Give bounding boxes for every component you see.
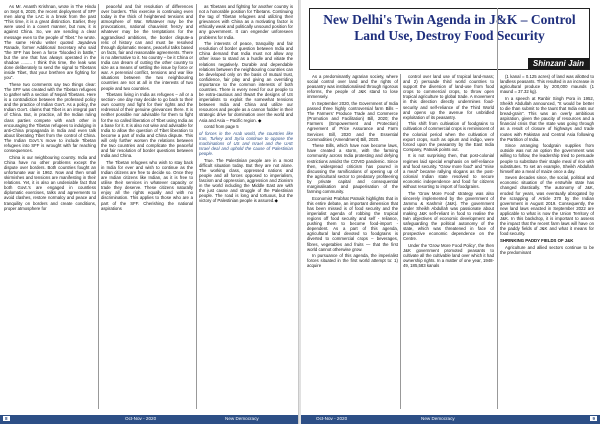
paragraph: Under the 'Grow More Food Policy', the then J&K government promoted peasants to cultivate all the cultivable land over which it had ownership rights. In a matter of one year, 1948-49, 185,583 kanals [403, 243, 494, 269]
paragraph: Tibetans living in India as refugees – all or a section- one day may decide to go back to their own country and fight for their rights and the redressal of their genuine grievances there. It is neither possible nor advisable for them to fight for the so called liberation of Tibet using India as a base for it. It is also not wise and advisable for India to allow the question of Tibet liberation to become a part of India and China dispute. This will only further worsen the relations between the two countries and complicate the peaceful and fair resolution of border questions between India and China. [101, 92, 193, 159]
left-column-3 [199, 4, 293, 409]
paragraph: The interests of peace, tranquility and fair resolution of border question between India and China demand that India must not allow any other issue to stand as a hurdle and vitiate the relations negatively. Durable and dependable relations between the neighbouring countries can be developed only on the basis of mutual trust, confidence, fair play and giving an overriding importance to the common interests of both countries. There is every need for our people to be extra-cautious and thwart the designs of US imperialists to exploit the somewhat tensions between India and China and utilize our resources and people as a cannon fodder in their strategic drive for domination over the world and Asia and Asia – Pacific region. ◆ [199, 41, 293, 123]
left-footer-bar [0, 415, 299, 424]
paragraph: peaceful and fair resolution of differences over borders. This exercise is continuing even today in the thick of heightened tensions and atmosphere of War. Whatever may be the provocations, national chauvinist frenzy and whatever may be the temptations for the aggrandised ambitions, the border dispute-a relic of history can and must be resolved through diplomatic means, peaceful talks based on facts, fair and reasonable agreements. There is no alternative to it. No country – be it China or India can dream of cutting the other country to size as a means of settling the issue by force or war. A perennial conflict, tensions and war like situations between the two neighbouring countries are not at all in the interests of two people and two countries. [101, 4, 193, 91]
paragraph: In September 2020, the Government of India passed three highly controversial farm Bills – The Farmers' Produce Trade and Commerce (Promotion and Facilitation) Bill, 2020; the Farmers (Empowerment and Protection) Agreement of Price Assurance and Farm Services Bill, 2020 and the Essential Commodities (Amendment) Bill, 2020. [307, 100, 398, 142]
column-rule [497, 8, 498, 409]
paragraph: It is not surprising then, that post-colonial regimes laid special emphasis on self-reliance and food security. "Grow more food" and "mise a meal" became rallying slogans as the post-colonial Indian state resolved to secure economic independence and food for citizens without resorting to import of foodgrains. [403, 153, 494, 189]
right-column-1 [307, 74, 398, 409]
paragraph: These two comments say two things clear: The SFF was created with the Tibetan refugees to gather with a section of Nepali Tibetans. Here is a contradiction between the professed policy and the practice of Indian Gov't. As a policy, the Indian Gov't. claims that Tibet is an integral part of China. But, in practice, all the Indian ruling class parties compete with each other in encouraging the Tibetan refugees to indulging in anti-China propaganda in India and even talk about liberating Tibet from the control of China. The Indian Gov't.'s move to include Tibetan refugees into SFF is wrought with far reaching consequences. [4, 81, 96, 154]
paragraph: as Tibetans and fighting for another country is not a honorable position for Tibetans. Continuing the tag of Tibetan refugees and utilizing their grievances with China as a motivating factor is ethically weak and politically unsound position for any government. It can engender unforeseen problems for India. [199, 4, 293, 40]
column-rule [98, 4, 99, 409]
section-heading: SHRINKING PADDY FIELDS OF J&K [500, 237, 574, 243]
paragraph: contd from page 5 [204, 124, 239, 130]
issue-date: Oct-Nov - 2020 [125, 416, 157, 421]
paragraph: Agriculture and allied sectors continue to be the predominant [500, 244, 594, 255]
column-rule [400, 74, 401, 409]
paragraph: As Mr. Ananth Krishnan, wrote in The Hindu on Sept 6, 2020, the recent deployment of SFF men along the LAC is a break from the past "This time, it is a great distinction. Earlier, they were used in a covert manner, but now, it is against China. So, we are sending a clear message even to the people of Tibet." he wrote. The same Hindu writer quoted Jayadeva Ranade, former Additional Secretary who said "the SFF has been a force "blooded in battle," but the one that has always operated in the shadow ......... I think this time, the leak was done deliberately to send the signal to Tibetans inside Tibet, that your brethren are fighting for you". [4, 4, 96, 81]
publication-name: New Democracy [225, 416, 259, 421]
left-column-2 [101, 4, 193, 409]
paragraph: China is our neighbouring country. India and China have no other problems except the dispute over borders. Both countries fought an unfortunate war in 1962. Now and then small skirmishes and tensions are manifesting in their relations. Yet, it is also an undeniable fact that both Govt.'s are engaged in countless diplomatic exercises, talks and agreements to avoid clashes, restore normalcy and peace and tranquility on borders and create conditions, proper atmosphere for [4, 154, 96, 211]
right-column-2 [403, 74, 494, 409]
paragraph: As a predominantly agrarian society, where social control over land and the rights of peasantry was institutionalised through rigorous reforms, the people of J&K stand to lose immensely. [307, 74, 398, 100]
page-number: 9 [592, 416, 595, 421]
page-number: 8 [5, 416, 8, 421]
paragraph: In pursuance of this agenda, the imperialist forces situated in the first world attempt to: 1) acquire [307, 253, 398, 269]
paragraph: True. The Palestinian people are in a most difficult situation today. But they are not alone. The working class, oppressed nations and people and all forces opposed to imperialism, fascism and oppression, aggression and Zionism in the world including the Middle East are with the just cause and struggle of the Palestinian people. The road is long and tortuous, but the victory of Palestinian people is assured.◆ [199, 157, 293, 204]
right-column-3 [500, 74, 594, 409]
paragraph: This shift from cultivation of foodgrains to cultivation of commercial crops is reminiscent of the colonial period when the cultivation of export crops, such as opium and indigo, were forced upon the peasantry by the East India Company, Patnaik points out. [403, 121, 494, 152]
article-headline: New Delhi's Twin Agenda in J&K – Control Land Use, Destroy Food Security [323, 12, 576, 43]
continued-from-label: of forces in the Arab world, the countries like Iran, Turkey and Syria continue to oppose the machinations of US and Israel and the UAE Israel deal and uphold the cause of Palestinian people. [199, 130, 293, 157]
paragraph: Since arranging foodgrain supplies from outside was not an option the government was willing to follow, the leadership tried to persuade people to substitute their staple meal of rice with substitutes. To set an example, Sheikh Abdullah himself ate a meal of maize once a day. [500, 143, 594, 174]
left-column-1 [4, 4, 96, 409]
issue-date: Oct-Nov - 2020 [316, 416, 348, 421]
headline-box [309, 8, 590, 70]
column-rule [196, 4, 197, 409]
right-footer-bar [301, 415, 600, 424]
left-page [0, 0, 299, 424]
paragraph: In a speech at Ranbir Singh Pora in 1952, Sheikh Abdullah announced, "It would be better to die than submit to the taunt that India eats our bread-grain". This was an overly ambitious aspiration, given the paucity of resources and a financial crisis that the state was going through as a result of closure of highways and trade routes with Pakistan and Central Asia following the Partition of India. [500, 95, 594, 142]
paragraph: (1 kanal = 0.125 acres) of land was allotted to landless peasants. This resulted in an increase in agricultural produce by 200,000 maunds (1 maund = 37.32 kg). [500, 74, 594, 95]
paragraph: control over land use of tropical land-mass; and 2) persuade third world countries to support the diversion of land-use from food crops to commercial crops, to throw open tropical agriculture to global trade. A movement in this direction directly undermines food-security and self-reliance of the Third World and opens up the avenue for unbridled exploitation of its peasantry. [403, 74, 494, 120]
paragraph: The 'Grow More Food' strategy was also sincerely implemented by the government of Jammu & Kashmir (J&K). The government under Sheikh Abdullah was passionate about making J&K self-reliant in food to realise the twin objectives of economic development and safeguarding the political autonomy of the state, which was threatened in face of prospective economic dependence on the Centre. [403, 190, 494, 242]
paragraph: Seven decades since, the social, political and economic situation of the erstwhile state has changed drastically. The autonomy of J&K, eroded for years, was eventually abrogated by the scrapping of Article 370 by the Indian government in August 2019. Consequently, the new land laws enacted in September 2022 are applicable to what is now the Union Territory of J&K. In this backdrop, it is important to assess the impact that the recent farm laws will have on the paddy fields of J&K and what it means for food security. [500, 175, 594, 237]
right-page [301, 0, 600, 424]
paragraph: Economist Prabhat Patnaik highlights that in this entire debate, an important dimension that has been missed is of food security and the imperialist agenda of robbing the tropical regions off food security and self - reliance, pushing them to become food-import - dependent. As a part of this agenda, agricultural land devoted to foodgrains is diverted to commercial crops – beverages, fibres, vegetables and fruits — that the first world cannot otherwise grow. [307, 195, 398, 252]
publication-name: New Democracy [421, 416, 455, 421]
paragraph: The Tibetan refugees who wish to stay back in India for ever and wish to continue as the Indian citizens are free to decide so. Once they are Indian citizens like Indian, as it is free to utilise their services in whatever capacity or trade they deserve. These citizens naturally enjoy all the rights equally and with no discrimination. This applies to those who are a part of the SFF. Cherishing the national aspirations [101, 159, 193, 211]
paragraph: These Bills, which have now become laws, have created a storm, with the farming community across India protesting and defying restrictions amidst the COVID pandemic. Since then, widespread criticism has poured in discussing the ramifications of opening up of the agricultural sector to predatory profiteering by private capital and consequential marginalisation and pauperisation of the farming community. [307, 143, 398, 195]
byline: Shinzani Jain [528, 58, 589, 69]
